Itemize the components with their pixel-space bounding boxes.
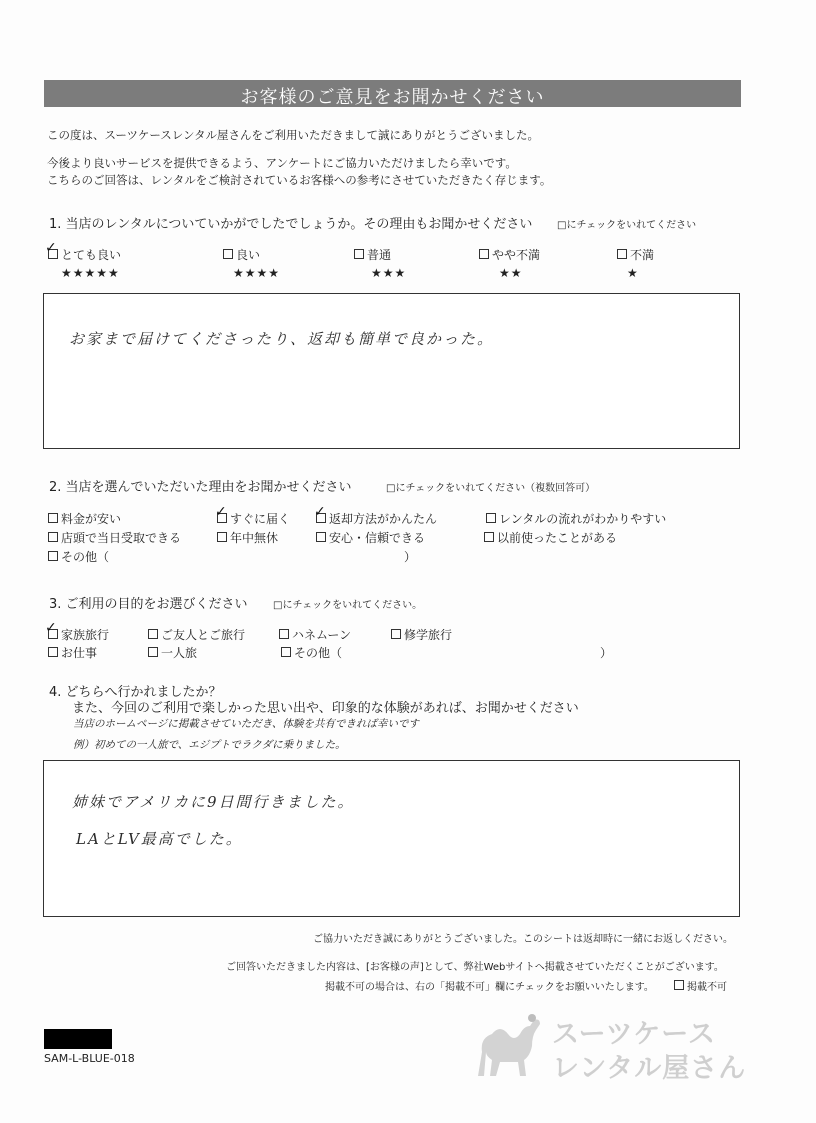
q3-option-honeymoon[interactable]: ハネムーン <box>279 626 351 643</box>
checkbox[interactable] <box>223 249 233 259</box>
q1-question: 1. 当店のレンタルについていかがでしたでしょうか。その理由もお聞かせください <box>49 217 533 232</box>
checkbox[interactable] <box>217 532 227 542</box>
q2-option-trust[interactable]: 安心・信頼できる <box>316 529 425 546</box>
q1-stars-2: ★★ <box>499 266 523 280</box>
q1-stars-1: ★ <box>627 266 639 280</box>
q2-question: 2. 当店を選んでいただいた理由をお聞かせください <box>49 480 352 495</box>
q1-option-unsatisfied[interactable]: 不満 <box>617 246 654 263</box>
checkbox[interactable] <box>479 249 489 259</box>
q1-option-very-good[interactable]: とても良い <box>48 246 121 263</box>
checkbox[interactable] <box>617 249 627 259</box>
checkmark-icon: ✓ <box>45 620 57 636</box>
checkbox[interactable] <box>48 551 58 561</box>
q1-note: □にチェックをいれてください <box>557 220 697 231</box>
q2-option-open-all-year[interactable]: 年中無休 <box>217 529 278 546</box>
footer-publish-notice: ご回答いただきました内容は、[お客様の声]として、弊社Webサイトへ掲載させていただくことがございます。 <box>226 962 724 973</box>
intro-line-3: こちらのご回答は、レンタルをご検討されているお客様への参考にさせていただきたく存じます。 <box>47 173 552 187</box>
intro-line-1: この度は、スーツケースレンタル屋さんをご利用いただきまして誠にありがとうございました。 <box>47 128 540 142</box>
checkbox[interactable] <box>148 629 158 639</box>
footer-thanks: ご協力いただき誠にありがとうございました。このシートは返却時に一緒にお返しください。 <box>313 934 733 945</box>
checkmark-icon: ✓ <box>314 504 326 520</box>
page-title: お客様のご意見をお聞かせください <box>240 87 545 108</box>
logo-line-2: レンタル屋さん <box>552 1053 747 1084</box>
q1-answer-box[interactable] <box>43 293 740 449</box>
footer-no-publish-instruction: 掲載不可の場合は、右の「掲載不可」欄にチェックをお願いいたします。 <box>325 982 654 993</box>
checkbox[interactable] <box>484 532 494 542</box>
q3-option-solo-trip[interactable]: 一人旅 <box>148 644 197 661</box>
q4-handwritten-line-1: 姉妹でアメリカに9日間行きました。 <box>72 793 355 811</box>
q3-option-school-trip[interactable]: 修学旅行 <box>391 626 452 643</box>
q3-option-work[interactable]: お仕事 <box>48 644 97 661</box>
q4-sub-note: 当店のホームページに掲載させていただき、体験を共有できれば幸いです <box>73 718 419 730</box>
q2-option-fast-delivery[interactable]: すぐに届く <box>217 510 290 527</box>
q2-option-store-pickup[interactable]: 店頭で当日受取できる <box>48 529 181 546</box>
q1-option-average[interactable]: 普通 <box>354 246 391 263</box>
checkbox[interactable] <box>354 249 364 259</box>
checkbox[interactable] <box>316 532 326 542</box>
q1-stars-5: ★★★★★ <box>61 266 120 280</box>
camel-logo-icon <box>470 1012 550 1084</box>
checkbox[interactable] <box>674 980 684 990</box>
checkbox[interactable] <box>391 629 401 639</box>
q3-option-other[interactable]: その他（ <box>281 644 342 661</box>
intro-line-2: 今後より良いサービスを提供できるよう、アンケートにご協力いただけましたら幸いです。 <box>47 156 517 170</box>
q1-stars-3: ★★★ <box>371 266 407 280</box>
header-bar <box>44 80 741 107</box>
q3-question: 3. ご利用の目的をお選びください <box>49 597 248 612</box>
q1-option-slightly-unsatisfied[interactable]: やや不満 <box>479 246 540 263</box>
q4-handwritten-line-2: LAとLV最高でした。 <box>76 830 243 848</box>
q2-other-close-paren: ） <box>404 550 417 564</box>
sheet-code: SAM-L-BLUE-018 <box>44 1052 135 1065</box>
q4-example: 例）初めての一人旅で、エジプトでラクダに乗りました。 <box>73 739 346 751</box>
checkbox[interactable] <box>281 647 291 657</box>
q2-option-easy-flow[interactable]: レンタルの流れがわかりやすい <box>486 510 666 527</box>
checkbox[interactable] <box>48 532 58 542</box>
checkmark-icon: ✓ <box>45 240 57 256</box>
q2-option-price[interactable]: 料金が安い <box>48 510 121 527</box>
checkmark-icon: ✓ <box>215 504 227 520</box>
q3-option-friends-trip[interactable]: ご友人とご旅行 <box>148 626 245 643</box>
checkbox[interactable] <box>48 513 58 523</box>
checkbox[interactable] <box>486 513 496 523</box>
q4-question: 4. どちらへ行かれましたか？ <box>49 685 222 700</box>
q2-note: □にチェックをいれてください（複数回答可） <box>386 483 596 494</box>
no-publish-checkbox[interactable]: 掲載不可 <box>674 978 727 993</box>
q2-option-other[interactable]: その他（ <box>48 548 109 565</box>
q2-option-used-before[interactable]: 以前使ったことがある <box>484 529 617 546</box>
q1-option-good[interactable]: 良い <box>223 246 260 263</box>
q3-option-family-trip[interactable]: 家族旅行 <box>48 626 109 643</box>
q1-handwritten-answer: お家まで届けてくださったり、返却も簡単で良かった。 <box>69 330 495 348</box>
redaction-block <box>44 1029 112 1049</box>
logo-line-1: スーツケース <box>552 1019 716 1050</box>
checkbox[interactable] <box>279 629 289 639</box>
checkbox[interactable] <box>148 647 158 657</box>
q3-other-close-paren: ） <box>600 646 613 660</box>
q4-question-sub: また、今回のご利用で楽しかった思い出や、印象的な体験があれば、お聞かせください <box>72 701 579 716</box>
q2-option-easy-return[interactable]: 返却方法がかんたん <box>316 510 437 527</box>
q4-answer-box[interactable] <box>43 760 740 917</box>
checkbox[interactable] <box>48 647 58 657</box>
q3-note: □にチェックをいれてください。 <box>273 600 423 611</box>
q1-stars-4: ★★★★ <box>233 266 281 280</box>
